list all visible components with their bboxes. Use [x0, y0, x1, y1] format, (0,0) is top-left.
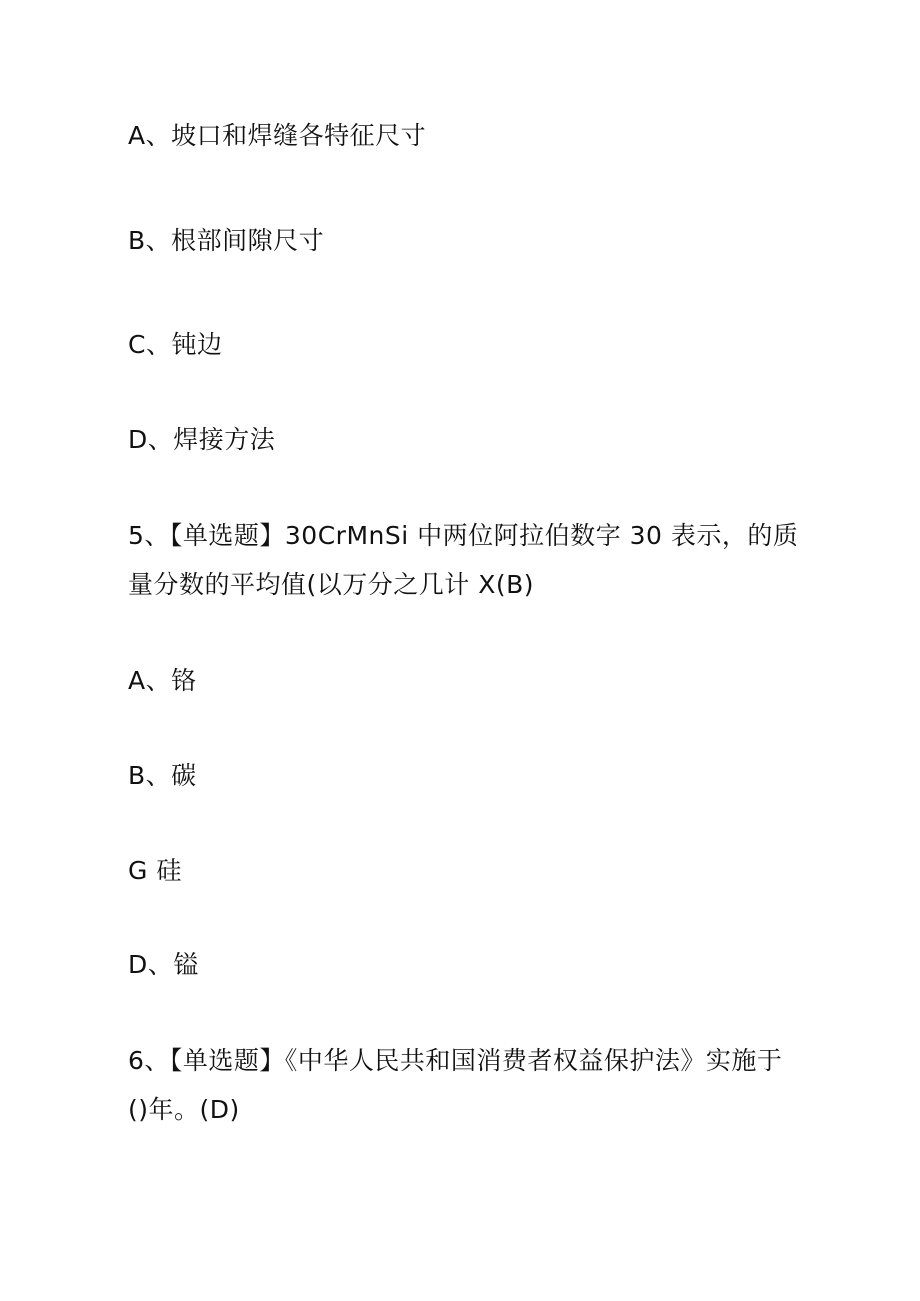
q4-option-d: D、焊接方法: [128, 425, 276, 454]
q6-question-line1: 6、【单选题】《中华人民共和国消费者权益保护法》实施于: [128, 1046, 783, 1075]
q4-option-b: B、根部间隙尺寸: [128, 226, 325, 255]
q5-option-c: G 硅: [128, 856, 182, 885]
q5-option-a: A、铬: [128, 666, 197, 695]
q4-option-c: C、钝边: [128, 330, 223, 359]
q5-question-line2: 量分数的平均值(以万分之几计 X(B): [128, 570, 534, 599]
q5-option-b: B、碳: [128, 761, 197, 790]
q6-question-line2: ()年。(D): [128, 1095, 240, 1124]
q5-option-d: D、镒: [128, 950, 199, 979]
q5-question-line1: 5、【单选题】30CrMnSi 中两位阿拉伯数字 30 表示，的质: [128, 521, 799, 550]
q4-option-a: A、坡口和焊缝各特征尺寸: [128, 121, 427, 150]
